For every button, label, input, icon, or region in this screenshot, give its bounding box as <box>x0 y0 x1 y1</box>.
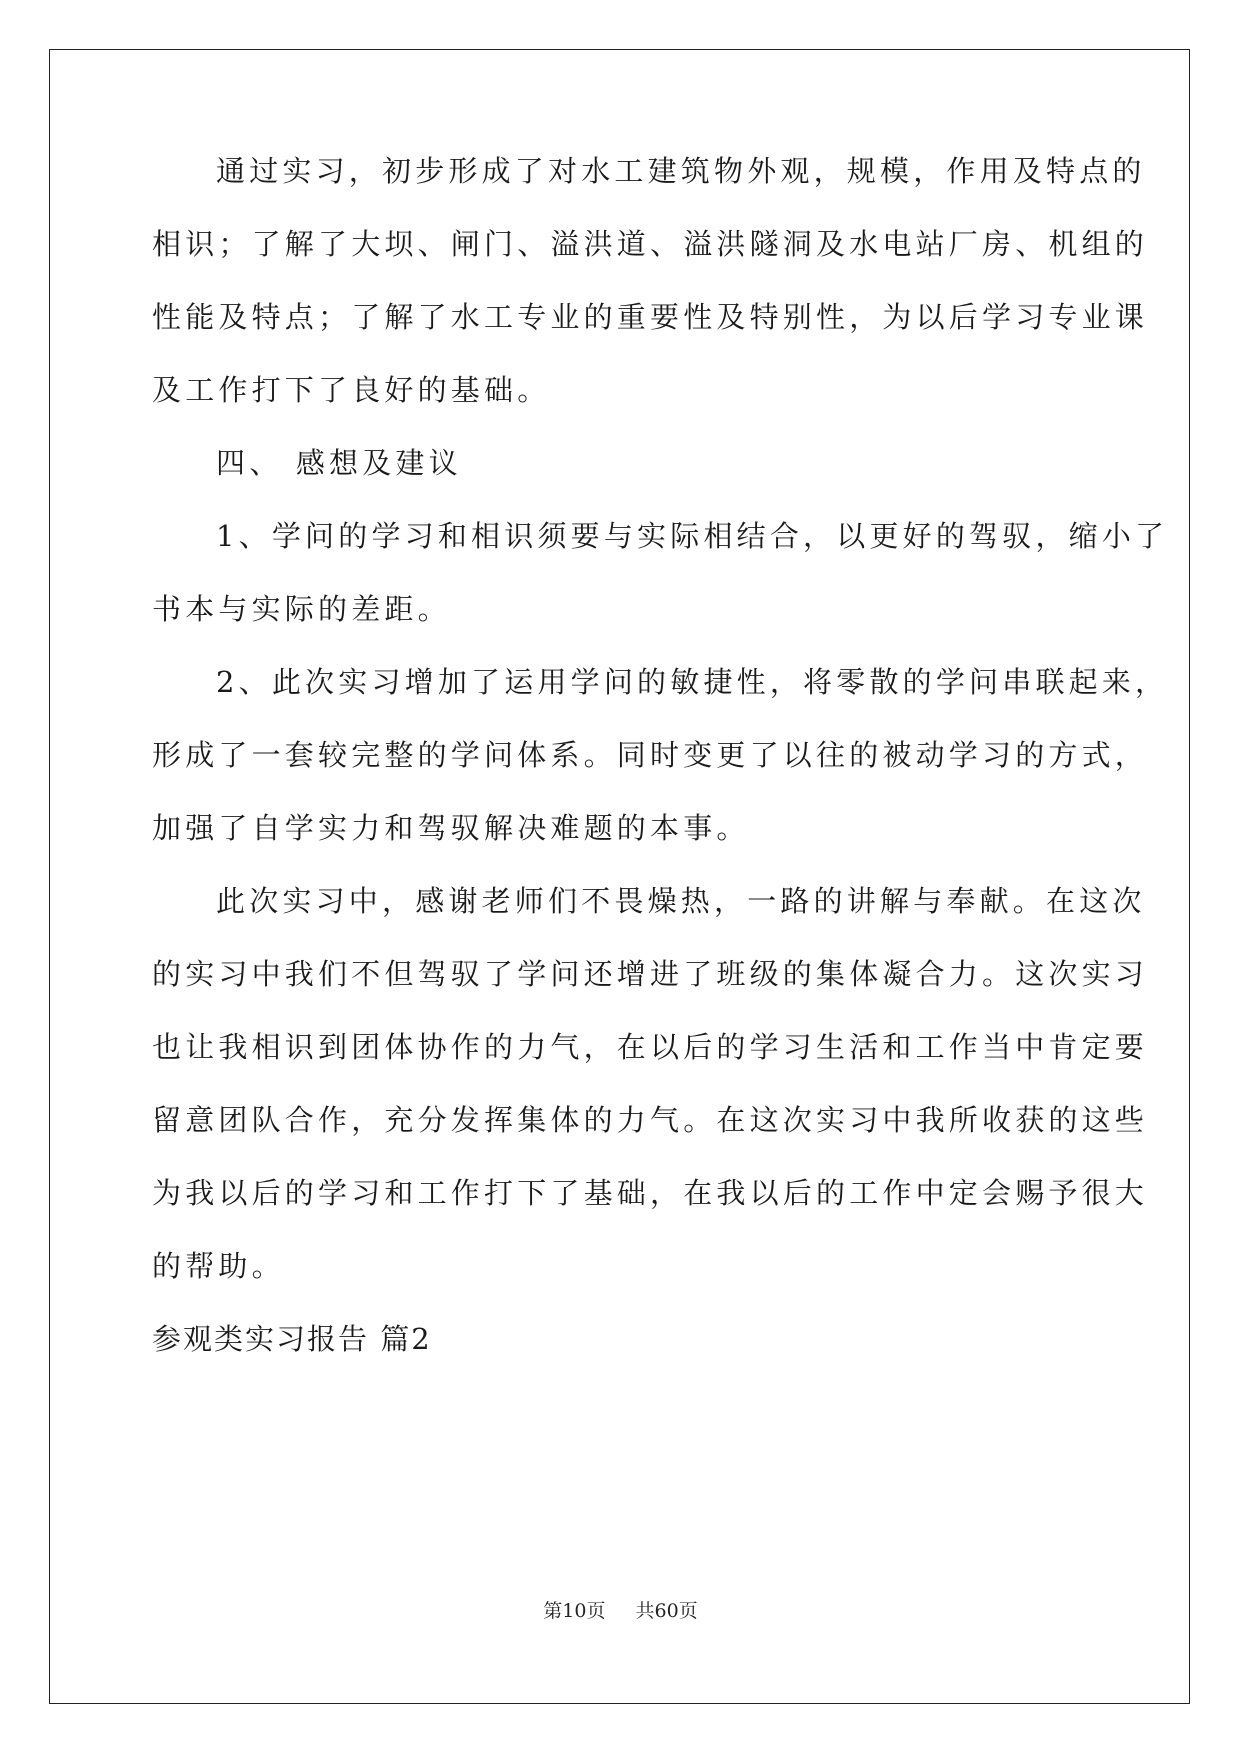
list-item-line: 2、此次实习增加了运用学问的敏捷性，将零散的学问串联起来， <box>216 665 1169 699</box>
paragraph-line: 此次实习中，感谢老师们不畏燥热，一路的讲解与奉献。在这次 <box>216 884 1146 918</box>
section-title: 参观类实习报告 篇2 <box>152 1322 432 1356</box>
section-heading: 四、 感想及建议 <box>216 446 462 480</box>
page-footer <box>0 1596 1241 1623</box>
paragraph-line: 通过实习，初步形成了对水工建筑物外观，规模，作用及特点的 <box>216 154 1146 188</box>
paragraph-line: 留意团队合作，充分发挥集体的力气。在这次实习中我所收获的这些 <box>152 1103 1149 1137</box>
list-item-line: 书本与实际的差距。 <box>152 592 451 626</box>
total-pages: 共60页 <box>635 1600 698 1622</box>
list-item-line: 1、学问的学习和相识须要与实际相结合，以更好的驾驭，缩小了 <box>216 519 1169 553</box>
list-item-line: 形成了一套较完整的学问体系。同时变更了以往的被动学习的方式， <box>152 738 1149 772</box>
paragraph-line: 为我以后的学习和工作打下了基础，在我以后的工作中定会赐予很大 <box>152 1176 1149 1210</box>
paragraph-line: 的实习中我们不但驾驭了学问还增进了班级的集体凝合力。这次实习 <box>152 957 1149 991</box>
page-number: 第10页 <box>543 1600 606 1622</box>
list-item-line: 加强了自学实力和驾驭解决难题的本事。 <box>152 811 750 845</box>
paragraph-line: 性能及特点；了解了水工专业的重要性及特别性，为以后学习专业课 <box>152 300 1149 334</box>
paragraph-line: 相识；了解了大坝、闸门、溢洪道、溢洪隧洞及水电站厂房、机组的 <box>152 227 1149 261</box>
paragraph-line: 及工作打下了良好的基础。 <box>152 373 551 407</box>
paragraph-line: 也让我相识到团体协作的力气，在以后的学习生活和工作当中肯定要 <box>152 1030 1149 1064</box>
paragraph-line: 的帮助。 <box>152 1249 285 1283</box>
